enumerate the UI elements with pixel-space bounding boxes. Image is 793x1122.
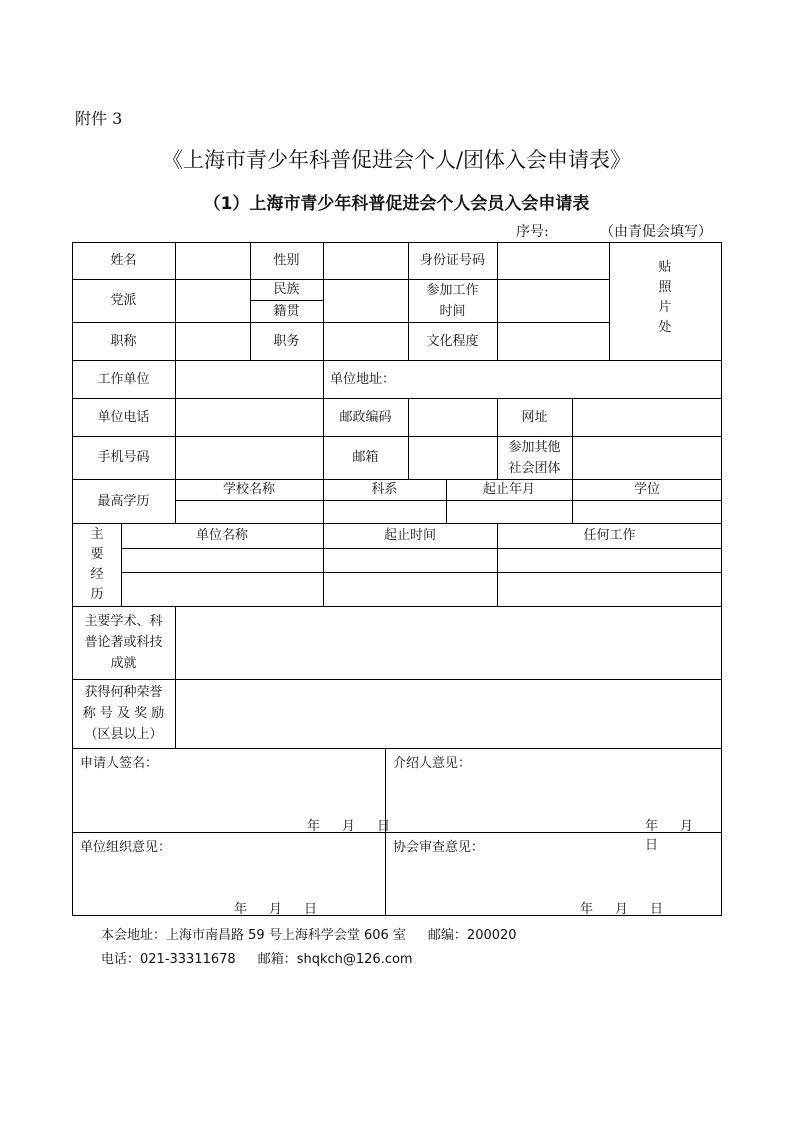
photo-area-label: 贴 照 片 处 xyxy=(658,260,672,335)
serial-number-label: 序号: xyxy=(516,224,549,240)
native-place-label: 籍贯 xyxy=(273,303,300,319)
form-subtitle: （1）上海市青少年科普促进会个人会员入会申请表 xyxy=(203,194,590,214)
employer-label: 工作单位 xyxy=(97,371,150,387)
title-label: 职称 xyxy=(110,333,137,349)
highest-degree-label: 最高学历 xyxy=(97,493,150,509)
period-header: 起止年月 xyxy=(482,482,535,497)
association-review-label: 协会审查意见： xyxy=(393,840,485,855)
experience-label: 主 要 经 历 xyxy=(90,527,104,602)
org-opinion-label: 单位组织意见： xyxy=(80,840,172,855)
application-form xyxy=(72,242,722,916)
referee-date: 年 月日 xyxy=(645,819,694,853)
other-groups-label: 参加其他 社会团体 xyxy=(508,439,561,476)
page-title: 《上海市青少年科普促进会个人/团体入会申请表》 xyxy=(161,148,632,172)
name-label: 姓名 xyxy=(110,253,137,268)
mobile-label: 手机号码 xyxy=(97,450,150,465)
association-date: 年 月 日 xyxy=(580,902,664,917)
gender-label: 性别 xyxy=(273,253,300,268)
work-start-label: 参加工作 时间 xyxy=(426,282,479,319)
department-header: 科系 xyxy=(371,482,398,497)
honors-label: 获得何种荣誉 称 号 及 奖 励 （区县以上） xyxy=(82,685,165,742)
applicant-signature-label: 申请人签名： xyxy=(80,756,159,771)
employer-phone-label: 单位电话 xyxy=(97,409,150,425)
postal-code-label: 邮政编码 xyxy=(339,409,392,425)
party-label: 党派 xyxy=(110,293,137,308)
applicant-date: 年 月 日 xyxy=(307,819,391,834)
degree-header: 学位 xyxy=(633,482,660,497)
website-label: 网址 xyxy=(521,409,548,425)
exp-period-header: 起止时间 xyxy=(383,528,436,543)
footer-address: 本会地址：上海市南昌路 59 号上海科学会堂 606 室 邮编：200020 xyxy=(101,928,517,943)
school-name-header: 学校名称 xyxy=(222,482,275,497)
achievements-label: 主要学术、科 普论著或科技 成就 xyxy=(84,614,163,671)
id-number-label: 身份证号码 xyxy=(419,253,485,268)
education-level-label: 文化程度 xyxy=(426,333,479,349)
email-label: 邮箱 xyxy=(352,450,379,465)
footer-contact: 电话：021-33311678 邮箱：shqkch@126.com xyxy=(101,952,413,967)
ethnicity-label: 民族 xyxy=(273,282,300,297)
exp-unit-header: 单位名称 xyxy=(195,528,248,543)
referee-opinion-label: 介绍人意见： xyxy=(393,756,472,771)
exp-role-header: 任何工作 xyxy=(583,528,636,543)
employer-address-label: 单位地址： xyxy=(330,371,396,387)
attachment-label: 附件 3 xyxy=(75,109,123,128)
org-date: 年 月 日 xyxy=(234,902,318,917)
serial-number-note: （由青促会填写） xyxy=(600,224,712,240)
position-label: 职务 xyxy=(273,333,300,349)
